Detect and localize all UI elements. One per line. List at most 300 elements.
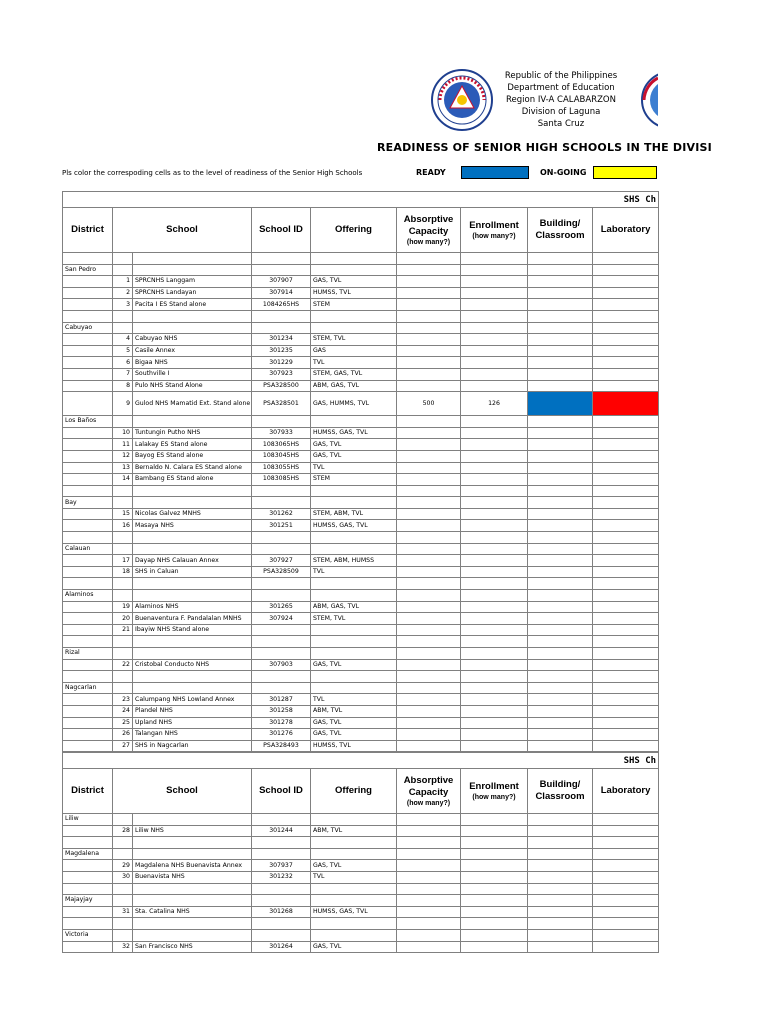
absorptive-cell[interactable] [397,416,461,428]
school-name-cell[interactable]: Dayap NHS Calauan Annex [133,555,252,567]
absorptive-cell[interactable] [397,860,461,872]
absorptive-cell[interactable] [397,287,461,299]
row-number-cell[interactable]: 13 [113,462,133,474]
enrollment-cell[interactable] [461,659,528,671]
school-id-cell[interactable]: 307927 [252,555,311,567]
school-id-cell[interactable] [252,590,311,602]
school-name-cell[interactable]: SPRCNHS Landayan [133,287,252,299]
school-name-cell[interactable]: Nicolas Galvez MNHS [133,508,252,520]
offering-cell[interactable]: GAS, TVL [311,439,397,451]
school-name-cell[interactable] [133,837,252,849]
enrollment-cell[interactable] [461,566,528,578]
school-id-cell[interactable]: 301276 [252,729,311,741]
laboratory-cell[interactable] [593,299,659,311]
laboratory-cell[interactable] [593,694,659,706]
school-id-cell[interactable] [252,497,311,509]
enrollment-cell[interactable] [461,601,528,613]
building-cell[interactable] [528,253,593,265]
school-name-cell[interactable] [133,883,252,895]
offering-cell[interactable] [311,648,397,660]
school-name-cell[interactable]: Bambang ES Stand alone [133,474,252,486]
school-name-cell[interactable]: Casile Annex [133,345,252,357]
enrollment-cell[interactable] [461,590,528,602]
building-cell[interactable] [528,837,593,849]
district-cell[interactable] [63,624,113,636]
building-cell[interactable] [528,462,593,474]
building-cell[interactable] [528,613,593,625]
building-cell[interactable] [528,555,593,567]
absorptive-cell[interactable] [397,601,461,613]
laboratory-cell[interactable] [593,310,659,322]
absorptive-cell[interactable] [397,636,461,648]
school-name-cell[interactable]: Gulod NHS Mamatid Ext. Stand alone [133,392,252,416]
school-id-cell[interactable]: 307914 [252,287,311,299]
offering-cell[interactable] [311,497,397,509]
building-cell[interactable] [528,520,593,532]
district-cell[interactable]: Liliw [63,814,113,826]
laboratory-cell[interactable] [593,474,659,486]
school-id-cell[interactable] [252,264,311,276]
district-cell[interactable] [63,310,113,322]
row-number-cell[interactable]: 9 [113,392,133,416]
absorptive-cell[interactable] [397,543,461,555]
school-name-cell[interactable]: Alaminos NHS [133,601,252,613]
school-name-cell[interactable] [133,253,252,265]
row-number-cell[interactable]: 32 [113,941,133,953]
laboratory-cell[interactable] [593,357,659,369]
enrollment-cell[interactable] [461,253,528,265]
school-id-cell[interactable]: 307903 [252,659,311,671]
absorptive-cell[interactable] [397,508,461,520]
enrollment-cell[interactable] [461,636,528,648]
building-cell[interactable] [528,439,593,451]
absorptive-cell[interactable] [397,485,461,497]
row-number-cell[interactable]: 5 [113,345,133,357]
enrollment-cell[interactable] [461,837,528,849]
absorptive-cell[interactable] [397,310,461,322]
district-cell[interactable]: Los Baños [63,416,113,428]
row-number-cell[interactable]: 16 [113,520,133,532]
district-cell[interactable] [63,287,113,299]
offering-cell[interactable]: STEM, ABM, HUMSS [311,555,397,567]
absorptive-cell[interactable] [397,906,461,918]
row-number-cell[interactable] [113,264,133,276]
school-name-cell[interactable] [133,497,252,509]
school-id-cell[interactable] [252,310,311,322]
district-cell[interactable] [63,380,113,392]
school-id-cell[interactable]: 301264 [252,941,311,953]
district-cell[interactable] [63,601,113,613]
offering-cell[interactable] [311,929,397,941]
enrollment-cell[interactable] [461,671,528,683]
school-id-cell[interactable]: 301278 [252,717,311,729]
laboratory-cell[interactable] [593,380,659,392]
enrollment-cell[interactable] [461,416,528,428]
offering-cell[interactable]: HUMSS, GAS, TVL [311,427,397,439]
offering-cell[interactable] [311,671,397,683]
school-id-cell[interactable]: 301258 [252,705,311,717]
row-number-cell[interactable]: 25 [113,717,133,729]
offering-cell[interactable]: STEM, TVL [311,334,397,346]
building-cell[interactable] [528,814,593,826]
building-cell[interactable] [528,416,593,428]
school-id-cell[interactable]: 307923 [252,368,311,380]
row-number-cell[interactable] [113,416,133,428]
offering-cell[interactable]: GAS, TVL [311,659,397,671]
absorptive-cell[interactable]: 500 [397,392,461,416]
building-cell[interactable] [528,578,593,590]
school-id-cell[interactable] [252,814,311,826]
offering-cell[interactable] [311,485,397,497]
row-number-cell[interactable]: 8 [113,380,133,392]
district-cell[interactable]: San Pedro [63,264,113,276]
district-cell[interactable] [63,740,113,752]
enrollment-cell[interactable] [461,941,528,953]
laboratory-cell[interactable] [593,416,659,428]
school-id-cell[interactable] [252,918,311,930]
laboratory-cell[interactable] [593,717,659,729]
offering-cell[interactable] [311,322,397,334]
laboratory-cell[interactable] [593,825,659,837]
district-cell[interactable] [63,450,113,462]
school-id-cell[interactable]: 307937 [252,860,311,872]
district-cell[interactable] [63,299,113,311]
school-name-cell[interactable] [133,895,252,907]
district-cell[interactable] [63,345,113,357]
school-name-cell[interactable]: Calumpang NHS Lowland Annex [133,694,252,706]
building-cell[interactable] [528,682,593,694]
enrollment-cell[interactable] [461,871,528,883]
school-name-cell[interactable]: Lalakay ES Stand alone [133,439,252,451]
enrollment-cell[interactable] [461,929,528,941]
enrollment-cell[interactable] [461,508,528,520]
district-cell[interactable]: Rizal [63,648,113,660]
building-cell[interactable] [528,671,593,683]
school-name-cell[interactable]: Pulo NHS Stand Alone [133,380,252,392]
district-cell[interactable] [63,334,113,346]
enrollment-cell[interactable] [461,860,528,872]
row-number-cell[interactable]: 18 [113,566,133,578]
offering-cell[interactable]: GAS, TVL [311,729,397,741]
school-id-cell[interactable]: 307933 [252,427,311,439]
absorptive-cell[interactable] [397,682,461,694]
laboratory-cell[interactable] [593,334,659,346]
school-id-cell[interactable]: 301262 [252,508,311,520]
building-cell[interactable] [528,474,593,486]
district-cell[interactable] [63,368,113,380]
school-name-cell[interactable]: Cristobal Conducto NHS [133,659,252,671]
row-number-cell[interactable]: 19 [113,601,133,613]
enrollment-cell[interactable] [461,439,528,451]
offering-cell[interactable] [311,682,397,694]
row-number-cell[interactable]: 10 [113,427,133,439]
district-cell[interactable] [63,427,113,439]
absorptive-cell[interactable] [397,729,461,741]
building-cell[interactable] [528,485,593,497]
enrollment-cell[interactable] [461,450,528,462]
building-cell[interactable] [528,508,593,520]
school-id-cell[interactable]: 301268 [252,906,311,918]
offering-cell[interactable]: GAS, HUMMS, TVL [311,392,397,416]
enrollment-cell[interactable] [461,578,528,590]
school-id-cell[interactable]: 301229 [252,357,311,369]
enrollment-cell[interactable] [461,532,528,544]
district-cell[interactable] [63,532,113,544]
absorptive-cell[interactable] [397,380,461,392]
offering-cell[interactable] [311,310,397,322]
laboratory-cell[interactable] [593,860,659,872]
offering-cell[interactable]: STEM, ABM, TVL [311,508,397,520]
school-name-cell[interactable]: Buenaventura F. Pandalalan MNHS [133,613,252,625]
offering-cell[interactable] [311,590,397,602]
absorptive-cell[interactable] [397,825,461,837]
laboratory-cell[interactable] [593,462,659,474]
row-number-cell[interactable] [113,918,133,930]
laboratory-cell[interactable] [593,729,659,741]
offering-cell[interactable]: STEM [311,474,397,486]
school-name-cell[interactable] [133,814,252,826]
row-number-cell[interactable]: 2 [113,287,133,299]
school-name-cell[interactable] [133,671,252,683]
row-number-cell[interactable]: 28 [113,825,133,837]
school-name-cell[interactable]: Plandel NHS [133,705,252,717]
absorptive-cell[interactable] [397,299,461,311]
offering-cell[interactable]: STEM, GAS, TVL [311,368,397,380]
enrollment-cell[interactable] [461,814,528,826]
building-cell[interactable] [528,566,593,578]
school-id-cell[interactable]: PSA328493 [252,740,311,752]
building-cell[interactable] [528,264,593,276]
building-cell[interactable] [528,860,593,872]
enrollment-cell[interactable] [461,543,528,555]
laboratory-cell[interactable] [593,895,659,907]
laboratory-cell[interactable] [593,497,659,509]
offering-cell[interactable] [311,416,397,428]
school-id-cell[interactable]: 307924 [252,613,311,625]
school-id-cell[interactable]: 301244 [252,825,311,837]
laboratory-cell[interactable] [593,659,659,671]
building-cell[interactable] [528,322,593,334]
school-id-cell[interactable]: 1083045HS [252,450,311,462]
school-name-cell[interactable] [133,682,252,694]
offering-cell[interactable]: GAS, TVL [311,276,397,288]
school-id-cell[interactable]: 307907 [252,276,311,288]
enrollment-cell[interactable] [461,357,528,369]
school-name-cell[interactable]: Talangan NHS [133,729,252,741]
school-name-cell[interactable] [133,590,252,602]
district-cell[interactable] [63,825,113,837]
school-name-cell[interactable] [133,485,252,497]
absorptive-cell[interactable] [397,705,461,717]
school-id-cell[interactable] [252,578,311,590]
school-name-cell[interactable]: Cabuyao NHS [133,334,252,346]
district-cell[interactable]: Alaminos [63,590,113,602]
school-id-cell[interactable] [252,485,311,497]
enrollment-cell[interactable] [461,380,528,392]
enrollment-cell[interactable] [461,740,528,752]
enrollment-cell[interactable] [461,322,528,334]
offering-cell[interactable] [311,918,397,930]
district-cell[interactable]: Magdalena [63,848,113,860]
school-id-cell[interactable] [252,848,311,860]
school-name-cell[interactable] [133,532,252,544]
absorptive-cell[interactable] [397,883,461,895]
school-name-cell[interactable]: SHS in Caluan [133,566,252,578]
row-number-cell[interactable] [113,590,133,602]
building-cell[interactable] [528,929,593,941]
school-name-cell[interactable]: SHS in Nagcarlan [133,740,252,752]
row-number-cell[interactable]: 24 [113,705,133,717]
absorptive-cell[interactable] [397,578,461,590]
offering-cell[interactable]: TVL [311,357,397,369]
school-id-cell[interactable]: 1083085HS [252,474,311,486]
school-id-cell[interactable] [252,883,311,895]
laboratory-cell[interactable] [593,929,659,941]
school-id-cell[interactable] [252,648,311,660]
building-cell[interactable] [528,357,593,369]
absorptive-cell[interactable] [397,837,461,849]
district-cell[interactable]: Calauan [63,543,113,555]
district-cell[interactable] [63,694,113,706]
school-name-cell[interactable]: SPRCNHS Langgam [133,276,252,288]
district-cell[interactable]: Bay [63,497,113,509]
enrollment-cell[interactable] [461,345,528,357]
district-cell[interactable]: Majayjay [63,895,113,907]
laboratory-cell[interactable] [593,508,659,520]
building-cell[interactable] [528,345,593,357]
building-cell[interactable] [528,601,593,613]
building-cell[interactable] [528,299,593,311]
row-number-cell[interactable]: 1 [113,276,133,288]
school-name-cell[interactable]: Tuntungin Putho NHS [133,427,252,439]
absorptive-cell[interactable] [397,717,461,729]
district-cell[interactable] [63,729,113,741]
row-number-cell[interactable]: 11 [113,439,133,451]
enrollment-cell[interactable] [461,648,528,660]
absorptive-cell[interactable] [397,814,461,826]
absorptive-cell[interactable] [397,590,461,602]
laboratory-cell[interactable] [593,814,659,826]
laboratory-cell[interactable] [593,941,659,953]
enrollment-cell[interactable] [461,729,528,741]
absorptive-cell[interactable] [397,624,461,636]
enrollment-cell[interactable] [461,497,528,509]
row-number-cell[interactable]: 4 [113,334,133,346]
enrollment-cell[interactable]: 126 [461,392,528,416]
enrollment-cell[interactable] [461,299,528,311]
enrollment-cell[interactable] [461,462,528,474]
absorptive-cell[interactable] [397,694,461,706]
school-name-cell[interactable] [133,848,252,860]
laboratory-cell[interactable] [593,253,659,265]
offering-cell[interactable] [311,253,397,265]
school-id-cell[interactable]: PSA328500 [252,380,311,392]
enrollment-cell[interactable] [461,276,528,288]
row-number-cell[interactable] [113,532,133,544]
laboratory-cell[interactable] [593,532,659,544]
school-id-cell[interactable]: 301232 [252,871,311,883]
laboratory-cell[interactable] [593,590,659,602]
district-cell[interactable] [63,671,113,683]
school-id-cell[interactable]: 301234 [252,334,311,346]
row-number-cell[interactable] [113,814,133,826]
row-number-cell[interactable] [113,497,133,509]
school-name-cell[interactable] [133,578,252,590]
building-cell[interactable] [528,906,593,918]
offering-cell[interactable]: TVL [311,566,397,578]
row-number-cell[interactable]: 14 [113,474,133,486]
district-cell[interactable] [63,566,113,578]
building-cell[interactable] [528,729,593,741]
offering-cell[interactable]: GAS, TVL [311,717,397,729]
enrollment-cell[interactable] [461,334,528,346]
building-cell[interactable] [528,450,593,462]
row-number-cell[interactable]: 30 [113,871,133,883]
laboratory-cell[interactable] [593,740,659,752]
absorptive-cell[interactable] [397,671,461,683]
absorptive-cell[interactable] [397,918,461,930]
district-cell[interactable] [63,918,113,930]
absorptive-cell[interactable] [397,427,461,439]
absorptive-cell[interactable] [397,895,461,907]
laboratory-cell[interactable] [593,624,659,636]
district-cell[interactable] [63,485,113,497]
offering-cell[interactable]: ABM, TVL [311,705,397,717]
row-number-cell[interactable]: 29 [113,860,133,872]
building-cell[interactable] [528,659,593,671]
offering-cell[interactable]: STEM, TVL [311,613,397,625]
building-cell[interactable] [528,276,593,288]
enrollment-cell[interactable] [461,883,528,895]
school-name-cell[interactable] [133,543,252,555]
laboratory-cell[interactable] [593,566,659,578]
building-cell[interactable] [528,941,593,953]
offering-cell[interactable]: ABM, GAS, TVL [311,380,397,392]
offering-cell[interactable]: GAS, TVL [311,941,397,953]
school-id-cell[interactable]: 301235 [252,345,311,357]
offering-cell[interactable] [311,883,397,895]
absorptive-cell[interactable] [397,264,461,276]
district-cell[interactable] [63,906,113,918]
row-number-cell[interactable] [113,837,133,849]
enrollment-cell[interactable] [461,682,528,694]
enrollment-cell[interactable] [461,310,528,322]
enrollment-cell[interactable] [461,555,528,567]
row-number-cell[interactable]: 12 [113,450,133,462]
laboratory-cell[interactable] [593,636,659,648]
offering-cell[interactable] [311,624,397,636]
laboratory-cell[interactable] [593,322,659,334]
enrollment-cell[interactable] [461,717,528,729]
row-number-cell[interactable]: 6 [113,357,133,369]
offering-cell[interactable] [311,543,397,555]
school-id-cell[interactable]: PSA328509 [252,566,311,578]
laboratory-cell[interactable] [593,601,659,613]
offering-cell[interactable] [311,814,397,826]
school-name-cell[interactable]: Bayog ES Stand alone [133,450,252,462]
row-number-cell[interactable] [113,253,133,265]
school-name-cell[interactable]: Upland NHS [133,717,252,729]
absorptive-cell[interactable] [397,462,461,474]
school-id-cell[interactable] [252,929,311,941]
school-id-cell[interactable] [252,895,311,907]
offering-cell[interactable]: GAS, TVL [311,450,397,462]
enrollment-cell[interactable] [461,705,528,717]
building-cell[interactable] [528,717,593,729]
offering-cell[interactable]: TVL [311,871,397,883]
district-cell[interactable] [63,439,113,451]
district-cell[interactable] [63,613,113,625]
